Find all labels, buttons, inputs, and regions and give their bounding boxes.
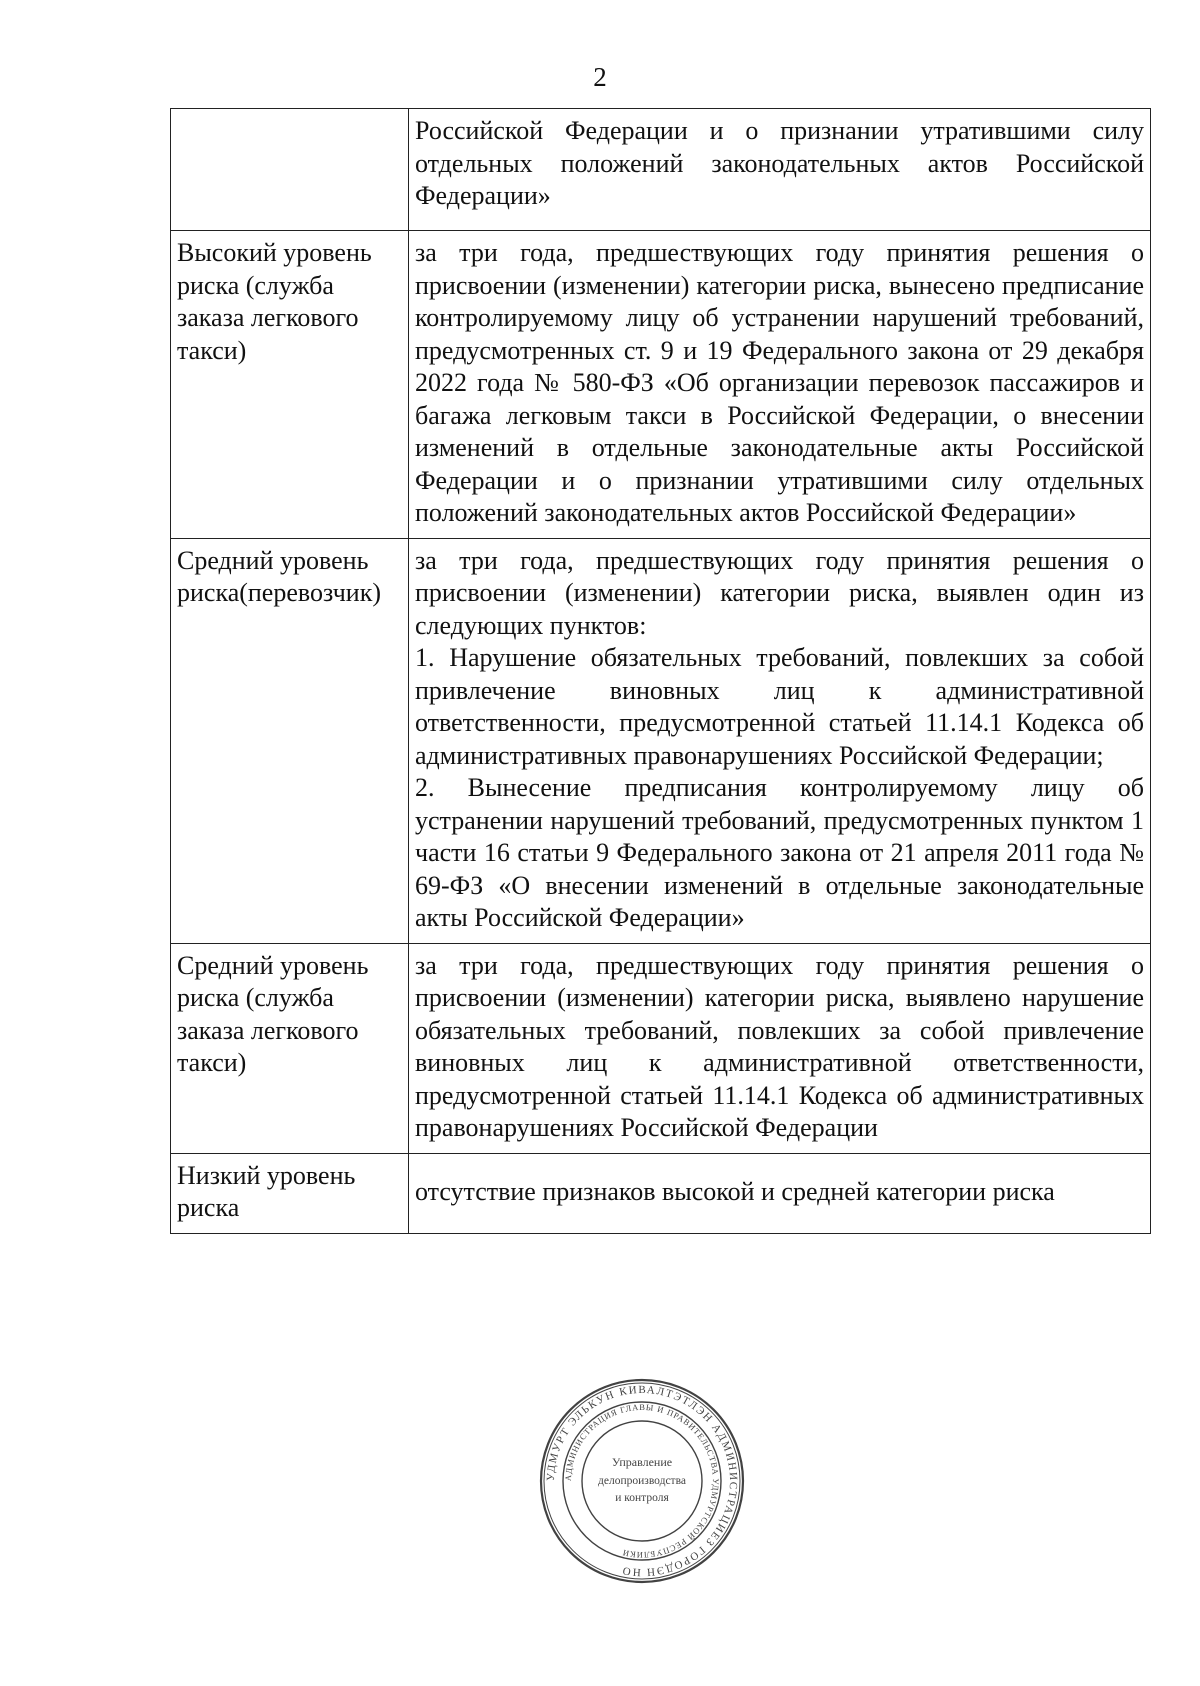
risk-level-cell: Низкий уровень риска xyxy=(171,1153,409,1233)
risk-level-cell xyxy=(171,109,409,231)
risk-criteria-cell xyxy=(409,231,1151,539)
table-row xyxy=(171,538,1151,943)
risk-level-cell: Средний уровень риска (служба заказа легкового такси) xyxy=(171,943,409,1153)
official-seal xyxy=(537,1376,747,1586)
risk-criteria-cell xyxy=(409,1153,1151,1233)
risk-level-cell: Средний уровень риска(перевозчик) xyxy=(171,538,409,943)
svg-text:делопроизводства: делопроизводства xyxy=(598,1475,686,1487)
risk-level-cell: Высокий уровень риска (служба заказа легкового такси) xyxy=(171,231,409,539)
criteria-paragraph: 2. Вынесение предписания контролируемому лицу об устранении нарушений требований, предусмотренных пунктом 1 части 16 статьи 9 Федерального закона от 21 апреля 2011 года № 69-ФЗ «О внесении изменений в отдельные законодательные акты Российской Федерации» xyxy=(415,773,1144,932)
page-number: 2 xyxy=(593,62,607,92)
criteria-paragraph: за три года, предшествующих году принятия решения о присвоении (изменении) категории риска, выявлен один из следующих пунктов: xyxy=(415,545,1144,640)
table-row xyxy=(171,1153,1151,1233)
svg-text:АДМИНИСТРАЦИЯ ГЛАВЫ И ПРАВИТЕЛ: АДМИНИСТРАЦИЯ ГЛАВЫ И ПРАВИТЕЛЬСТВА УДМУРТСКОЙ РЕСПУБЛИКИ xyxy=(562,1401,722,1561)
risk-criteria-cell xyxy=(409,943,1151,1153)
table-row xyxy=(171,943,1151,1153)
svg-text:и контроля: и контроля xyxy=(615,1492,669,1504)
risk-criteria-cell xyxy=(409,538,1151,943)
table-row xyxy=(171,231,1151,539)
criteria-paragraph: Российской Федерации и о признании утратившими силу отдельных положений законодательных актов Российской Федерации» xyxy=(415,116,1144,210)
svg-text:Управление: Управление xyxy=(611,1455,673,1469)
svg-text:УДМУРТ ЭЛЬКУН КИВАЛТЭТЛЭН АДМИ: УДМУРТ ЭЛЬКУН КИВАЛТЭТЛЭН АДМИНИСТРАЦИЕЗ ГОРОДЭН НО xyxy=(544,1383,740,1579)
criteria-paragraph: за три года, предшествующих году принятия решения о присвоении (изменении) категории риска, выявлено нарушение обязательных требований, повлекших за собой привлечение виновных лиц к административной ответственности, предусмотренной статьей 11.14.1 Кодекса об административных правонарушениях Российской Федерации xyxy=(415,950,1144,1142)
risk-category-table xyxy=(170,108,1151,1234)
criteria-paragraph: 1. Нарушение обязательных требований, повлекших за собой привлечение виновных лиц к административной ответственности, предусмотренной статьей 11.14.1 Кодекса об административных правонарушениях Российской Федерации; xyxy=(415,643,1144,770)
table-row xyxy=(171,109,1151,231)
risk-criteria-cell xyxy=(409,109,1151,231)
criteria-paragraph: за три года, предшествующих году принятия решения о присвоении (изменении) категории риска, вынесено предписание контролируемому лицу об устранении нарушений требований, предусмотренных ст. 9 и 19 Федерального закона от 29 декабря 2022 года № 580-ФЗ «Об организации перевозок пассажиров и багажа легковым такси в Российской Федерации, о внесении изменений в отдельные законодательные акты Российской Федерации и о признании утратившими силу отдельных положений законодательных актов Российской Федерации» xyxy=(415,238,1144,527)
criteria-paragraph: отсутствие признаков высокой и средней категории риска xyxy=(415,1176,1055,1206)
